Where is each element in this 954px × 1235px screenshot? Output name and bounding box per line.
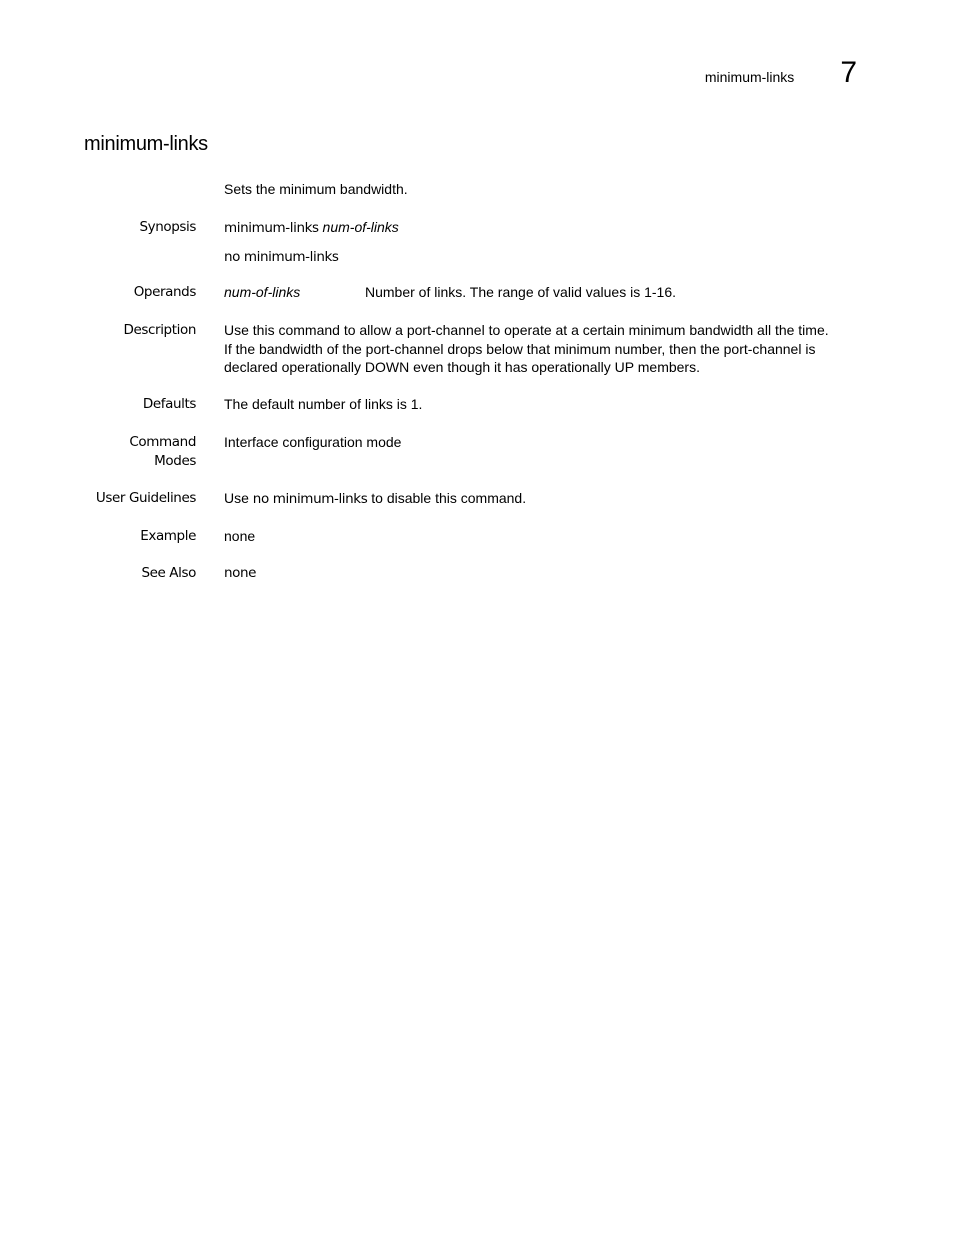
synopsis-command: minimum-links <box>224 220 319 236</box>
user-guidelines-content <box>224 489 874 509</box>
operand-name: num-of-links <box>224 284 301 300</box>
synopsis-argument: num-of-links <box>322 219 399 235</box>
running-title: minimum-links <box>704 69 795 85</box>
description-line: declared operationally DOWN even though it has operationally UP members. <box>224 359 700 375</box>
synopsis-label: Synopsis <box>139 219 196 235</box>
description-content <box>224 321 874 377</box>
description-line: Use this command to allow a port-channel to operate at a certain minimum bandwidth all the time. <box>224 322 829 338</box>
defaults-label: Defaults <box>142 396 196 412</box>
command-modes-label-line-2: Modes <box>154 453 196 469</box>
description-label: Description <box>123 322 196 338</box>
description-line: If the bandwidth of the port-channel drops below that minimum number, then the port-channel is <box>224 340 816 357</box>
synopsis-line-2 <box>224 247 874 267</box>
see-also-text: none <box>224 565 257 581</box>
synopsis-line-1 <box>224 218 874 238</box>
page-title: minimum-links <box>84 133 208 155</box>
command-modes-label-line-1: Command <box>129 434 196 450</box>
user-guidelines-suffix: to disable this command. <box>371 490 527 506</box>
operand-description: Number of links. The range of valid values is 1-16. <box>365 284 677 300</box>
chapter-number: 7 <box>840 56 857 89</box>
user-guidelines-label: User Guidelines <box>95 490 196 506</box>
defaults-text: The default number of links is 1. <box>224 396 423 412</box>
command-modes-label <box>66 433 196 471</box>
user-guidelines-prefix: Use <box>224 490 249 506</box>
intro-text: Sets the minimum bandwidth. <box>224 181 408 197</box>
user-guidelines-command: no minimum-links <box>252 491 368 507</box>
example-label: Example <box>140 528 196 544</box>
see-also-label: See Also <box>141 565 196 581</box>
operands-label: Operands <box>133 284 196 300</box>
synopsis-content <box>224 218 874 266</box>
example-text: none <box>224 528 256 544</box>
synopsis-no-command: no minimum-links <box>224 248 339 265</box>
running-header <box>705 58 857 88</box>
operands-content <box>224 283 874 302</box>
command-modes-text: Interface configuration mode <box>224 434 402 450</box>
